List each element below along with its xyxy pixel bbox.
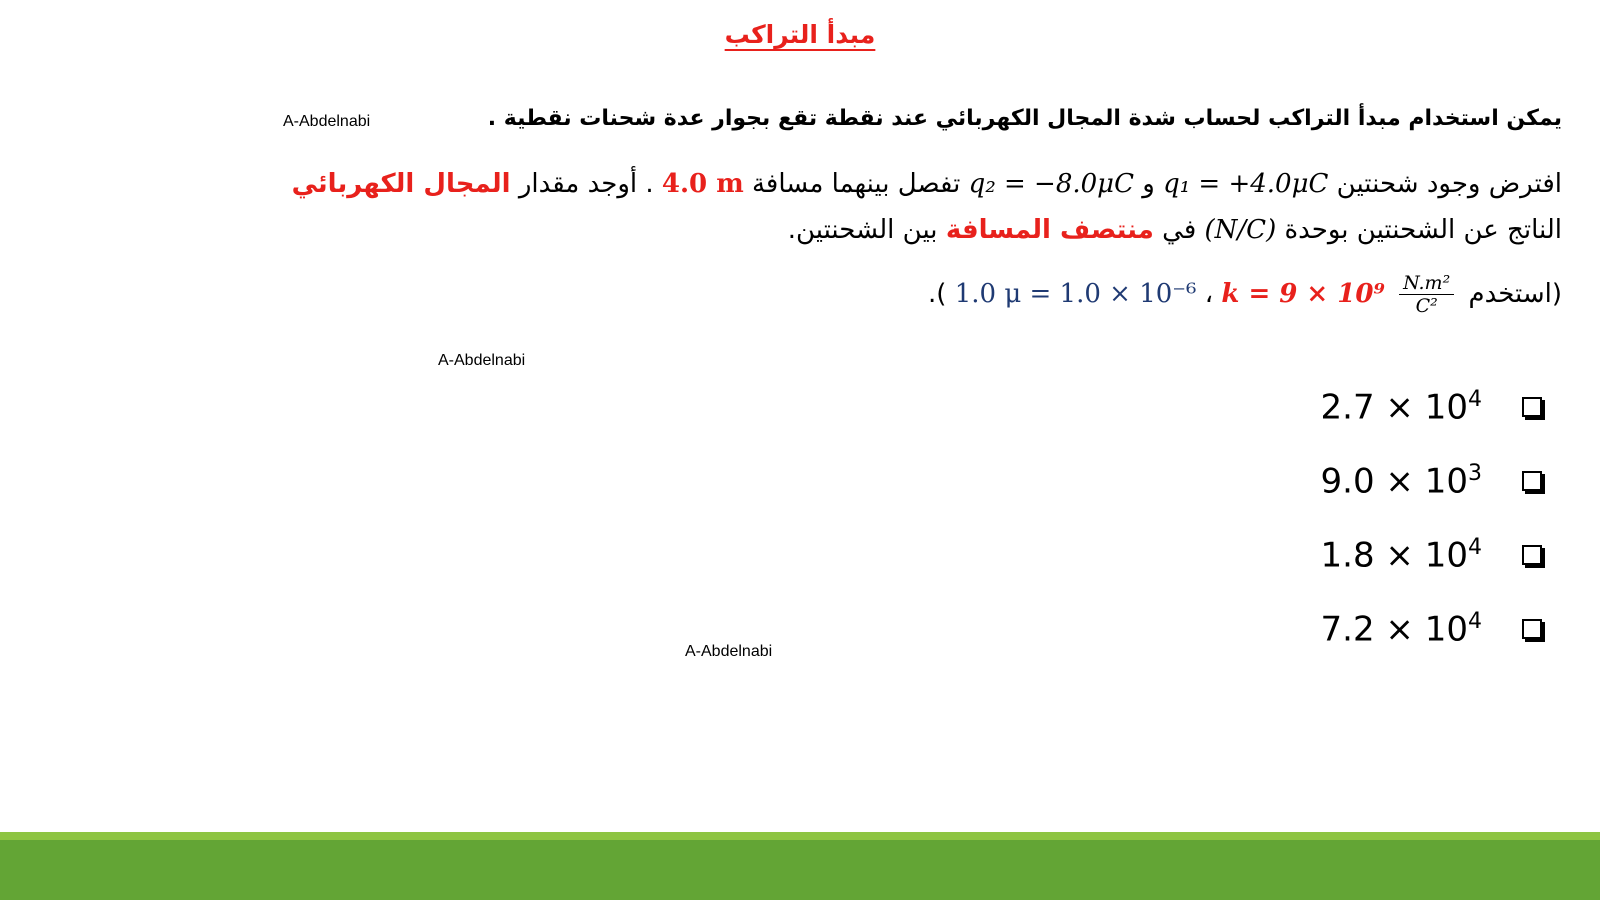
checkbox-icon[interactable] xyxy=(1522,397,1542,417)
electric-field-highlight: المجال الكهربائي xyxy=(291,169,511,199)
hint-line xyxy=(928,264,1562,324)
midpoint-highlight: منتصف المسافة xyxy=(945,215,1154,245)
footer-bar-accent xyxy=(0,832,1600,840)
hint-close: ). xyxy=(928,279,947,309)
question-text: . أوجد مقدار xyxy=(518,169,654,199)
watermark: A-Abdelnabi xyxy=(283,113,371,130)
checkbox-icon[interactable] xyxy=(1522,619,1542,639)
page-title: مبدأ التراكب xyxy=(724,20,876,49)
intro-text: يمكن استخدام مبدأ التراكب لحساب شدة المجال الكهربائي عند نقطة تقع بجوار عدة شحنات نقطية . xyxy=(487,106,1562,131)
watermark: A-Abdelnabi xyxy=(685,643,773,660)
unit-label: (N/C) xyxy=(1204,215,1277,245)
watermark: A-Abdelnabi xyxy=(438,352,526,369)
answer-options xyxy=(1242,370,1542,666)
charge-q1: q₁ = +4.0μC xyxy=(1163,169,1329,199)
question-text: بين الشحنتين. xyxy=(787,215,938,245)
answer-option[interactable] xyxy=(1242,592,1542,666)
separator: ، xyxy=(1204,279,1214,309)
k-constant: k = 9 × 10⁹ xyxy=(1221,279,1385,309)
question-text: في xyxy=(1162,215,1197,245)
answer-option[interactable] xyxy=(1242,518,1542,592)
question-line-2 xyxy=(788,210,1562,250)
checkbox-icon[interactable] xyxy=(1522,471,1542,491)
question-text: الناتج عن الشحنتين بوحدة xyxy=(1284,215,1562,245)
k-unit-fraction xyxy=(1399,272,1454,317)
question-line-1 xyxy=(292,164,1562,204)
k-unit-denominator: C² xyxy=(1415,295,1438,317)
distance-value: 4.0 m xyxy=(661,169,744,199)
option-value: $9.0 \times 10^3$ xyxy=(1320,460,1482,502)
answer-option[interactable] xyxy=(1242,370,1542,444)
charge-q2: q₂ = −8.0μC xyxy=(968,169,1134,199)
k-unit-numerator: N.m² xyxy=(1399,272,1454,295)
micro-definition: 1.0 μ = 1.0 × 10⁻⁶ xyxy=(954,279,1197,309)
question-text: و xyxy=(1142,169,1155,199)
question-text: افترض وجود شحنتين xyxy=(1336,169,1562,199)
option-value: $2.7 \times 10^4$ xyxy=(1320,386,1482,428)
answer-option[interactable] xyxy=(1242,444,1542,518)
option-value: $1.8 \times 10^4$ xyxy=(1320,534,1482,576)
hint-open: (استخدم xyxy=(1468,279,1562,309)
footer-bar xyxy=(0,840,1600,900)
question-text: تفصل بينهما مسافة xyxy=(751,169,961,199)
option-value: $7.2 \times 10^4$ xyxy=(1320,608,1482,650)
checkbox-icon[interactable] xyxy=(1522,545,1542,565)
